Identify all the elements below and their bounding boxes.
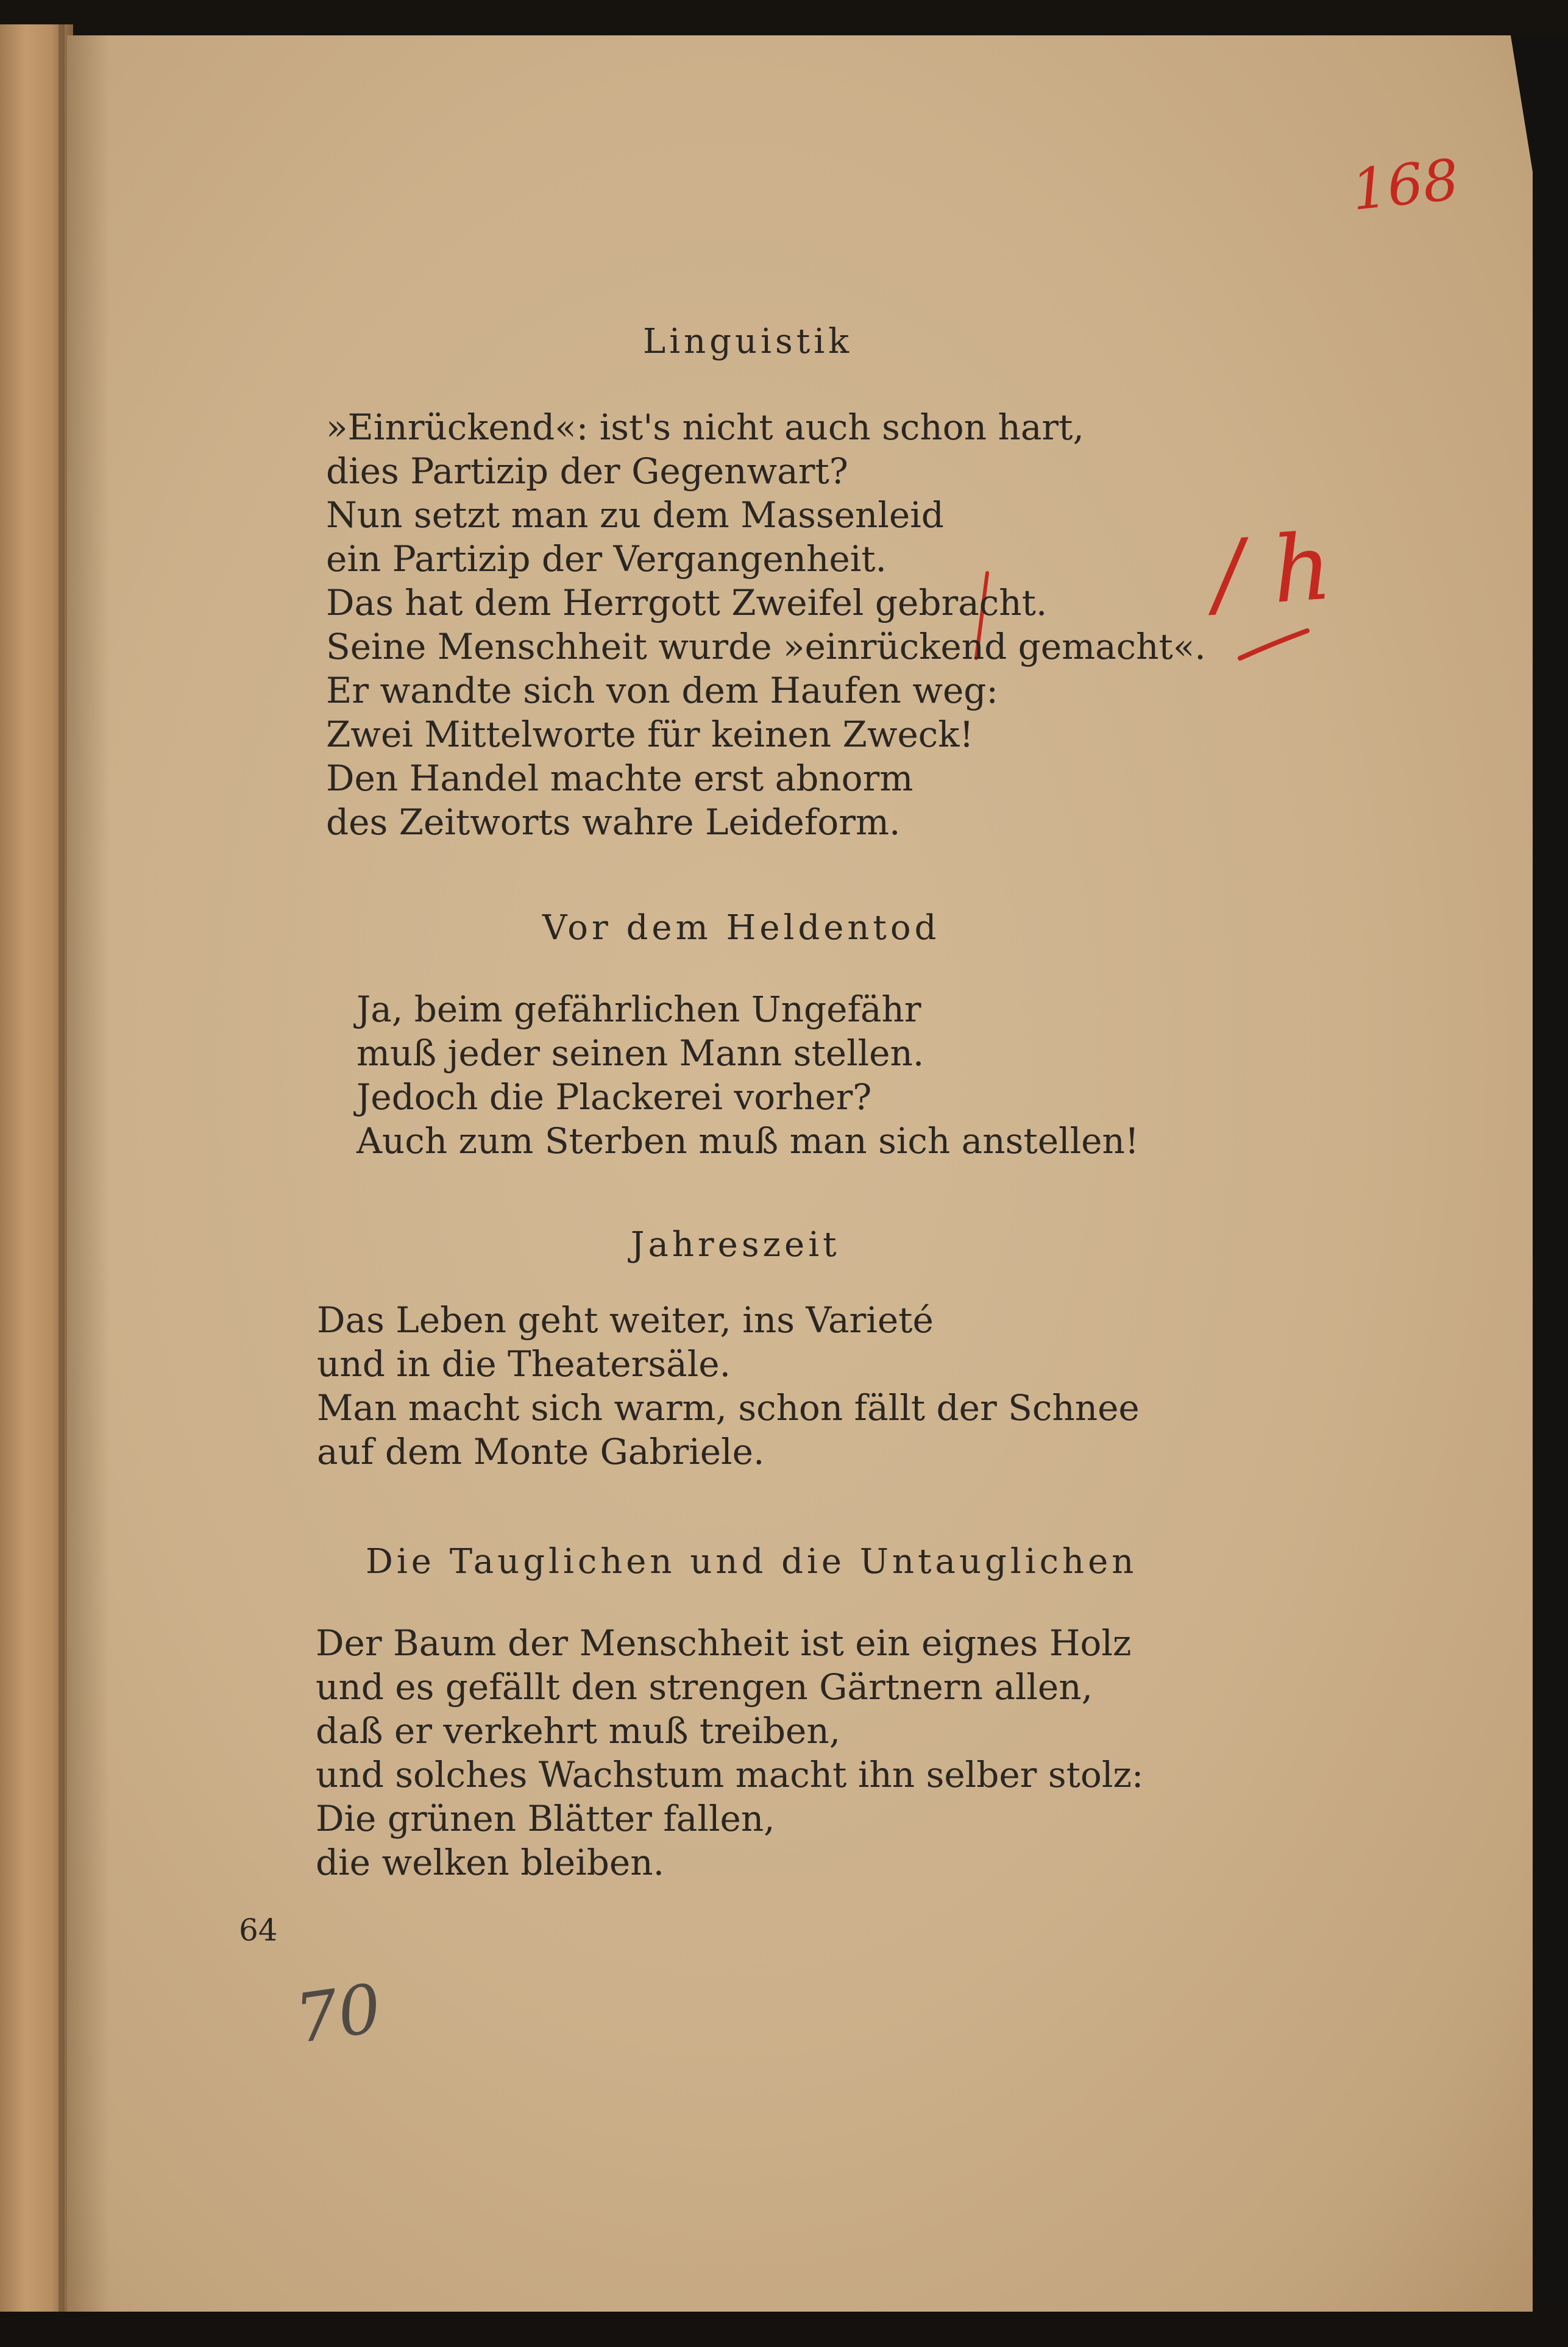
poem-title-jahreszeit: Jahreszeit	[631, 1225, 840, 1265]
scan-bottom-border	[0, 2312, 1568, 2347]
poem-line: und es gefällt den strengen Gärtnern allen,	[316, 1666, 1093, 1708]
margin-underline-stroke	[1237, 628, 1310, 664]
poem-line: ein Partizip der Vergangenheit.	[326, 538, 887, 580]
poem-line: Er wandte sich von dem Haufen weg:	[326, 670, 998, 711]
poem-line: die welken bleiben.	[316, 1842, 665, 1883]
poem-line: und in die Theatersäle.	[317, 1343, 731, 1385]
page-number: 64	[239, 1912, 278, 1948]
poem-body-vor-dem-heldentod	[357, 987, 1139, 1163]
archive-number-annotation: 168	[1348, 147, 1462, 223]
poem-line: auf dem Monte Gabriele.	[317, 1431, 765, 1472]
poem-line: daß er verkehrt muß treiben,	[316, 1710, 841, 1752]
poem-line: Seine Menschheit wurde »einrückend gemacht«.	[326, 626, 1206, 667]
poem-line: Man macht sich warm, schon fällt der Schnee	[317, 1387, 1140, 1429]
poem-line: Das Leben geht weiter, ins Varieté	[317, 1299, 934, 1341]
margin-correction-mark: / h	[1209, 514, 1335, 628]
poem-line: Auch zum Sterben muß man sich anstellen!	[357, 1120, 1140, 1162]
poem-line: Die grünen Blätter fallen,	[316, 1798, 775, 1839]
pencil-annotation-number: 70	[290, 1969, 386, 2059]
poem-title-vor-dem-heldentod: Vor dem Heldentod	[542, 908, 940, 948]
poem-body-die-tauglichen	[316, 1621, 1143, 1884]
poem-title-linguistik: Linguistik	[643, 322, 853, 361]
poem-line: des Zeitworts wahre Leideform.	[326, 801, 901, 843]
book-page	[67, 35, 1533, 2312]
scan-top-border	[0, 0, 1568, 35]
spine-fold-shadow	[59, 24, 65, 2322]
poem-body-jahreszeit	[317, 1298, 1140, 1474]
poem-body-linguistik	[326, 405, 1206, 844]
poem-line: Jedoch die Plackerei vorher?	[357, 1076, 872, 1118]
poem-line: und solches Wachstum macht ihn selber stolz:	[316, 1754, 1144, 1795]
poem-line: Ja, beim gefährlichen Ungefähr	[357, 989, 921, 1030]
poem-line: Zwei Mittelworte für keinen Zweck!	[326, 714, 974, 755]
page-gutter-shadow	[67, 35, 110, 2312]
poem-line: muß jeder seinen Mann stellen.	[357, 1032, 924, 1074]
poem-line: »Einrückend«: ist's nicht auch schon hart,	[326, 407, 1084, 448]
poem-line: dies Partizip der Gegenwart?	[326, 450, 848, 492]
poem-title-die-tauglichen: Die Tauglichen und die Untauglichen	[366, 1542, 1138, 1582]
poem-line: Den Handel machte erst abnorm	[326, 758, 913, 799]
poem-line: Das hat dem Herrgott Zweifel gebracht.	[326, 582, 1048, 623]
poem-line: Nun setzt man zu dem Massenleid	[326, 494, 944, 536]
poem-line: Der Baum der Menschheit ist ein eignes Holz	[316, 1622, 1132, 1664]
